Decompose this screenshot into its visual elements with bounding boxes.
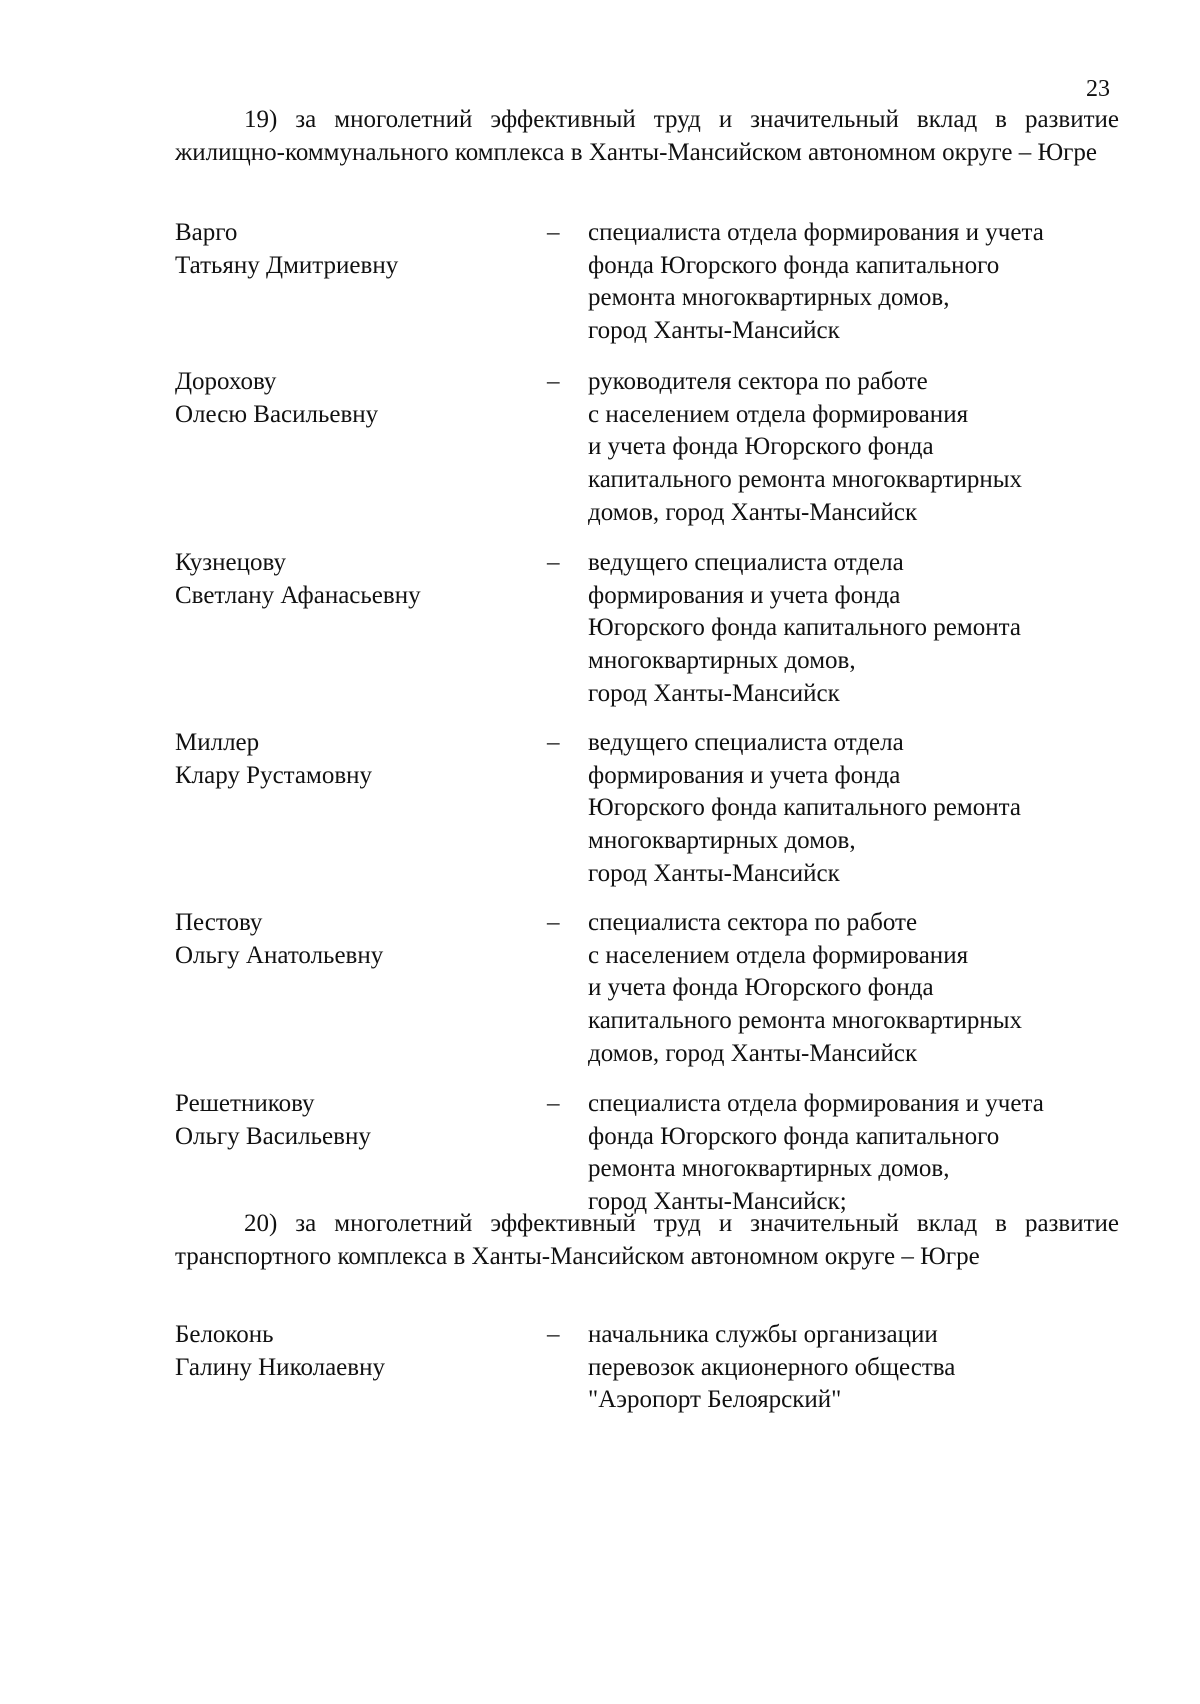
dash-separator: – bbox=[547, 219, 560, 246]
person-position: специалиста отдела формирования и учета фонда Югорского фонда капитального ремонта многоквартирных домов, город Ханты-Мансийск; bbox=[588, 1090, 1044, 1216]
person-position: начальника службы организации перевозок акционерного общества "Аэропорт Белоярский" bbox=[588, 1321, 956, 1414]
page-number: 23 bbox=[1086, 76, 1110, 102]
person-position: специалиста сектора по работе с населением отдела формирования и учета фонда Югорского фонда капитального ремонта многоквартирных домов, город Ханты-Мансийск bbox=[588, 909, 1023, 1067]
person-name: Белоконь Галину Николаевну bbox=[175, 1321, 385, 1381]
section-20-heading: 20) за многолетний эффективный труд и значительный вклад в развитие транспортного комплекса в Ханты-Мансийском автономном округе – Югре bbox=[175, 1210, 1119, 1270]
person-position: ведущего специалиста отдела формирования и учета фонда Югорского фонда капитального ремонта многоквартирных домов, город Ханты-Мансийск bbox=[588, 729, 1021, 887]
person-position: руководителя сектора по работе с населением отдела формирования и учета фонда Югорского фонда капитального ремонта многоквартирных домов, город Ханты-Мансийск bbox=[588, 368, 1023, 526]
dash-separator: – bbox=[547, 368, 560, 395]
person-name: Кузнецову Светлану Афанасьевну bbox=[175, 549, 421, 609]
person-name: Решетникову Ольгу Васильевну bbox=[175, 1090, 371, 1150]
person-position: специалиста отдела формирования и учета фонда Югорского фонда капитального ремонта многоквартирных домов, город Ханты-Мансийск bbox=[588, 219, 1044, 345]
dash-separator: – bbox=[547, 1090, 560, 1117]
person-name: Варго Татьяну Дмитриевну bbox=[175, 219, 399, 279]
person-position: ведущего специалиста отдела формирования и учета фонда Югорского фонда капитального ремонта многоквартирных домов, город Ханты-Мансийск bbox=[588, 549, 1021, 707]
person-name: Миллер Клару Рустамовну bbox=[175, 729, 372, 789]
section-19-heading: 19) за многолетний эффективный труд и значительный вклад в развитие жилищно-коммунального комплекса в Ханты-Мансийском автономном округе – Югре bbox=[175, 106, 1119, 166]
dash-separator: – bbox=[547, 909, 560, 936]
dash-separator: – bbox=[547, 729, 560, 756]
dash-separator: – bbox=[547, 549, 560, 576]
person-name: Пестову Ольгу Анатольевну bbox=[175, 909, 384, 969]
dash-separator: – bbox=[547, 1321, 560, 1348]
person-name: Дорохову Олесю Васильевну bbox=[175, 368, 379, 428]
